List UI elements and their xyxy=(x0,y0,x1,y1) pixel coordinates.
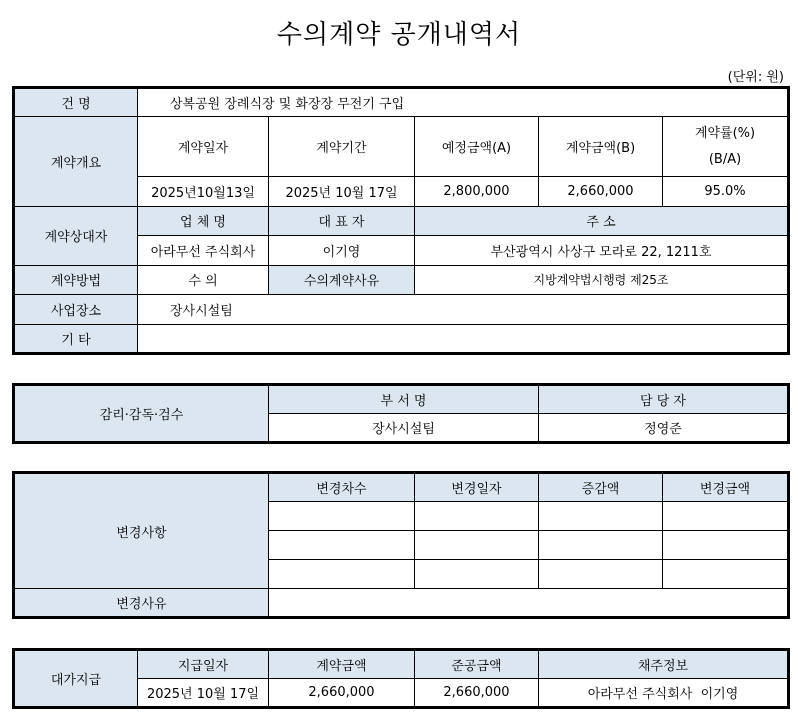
change-cell xyxy=(663,502,789,531)
change-cell xyxy=(539,502,663,531)
etc-label: 기 타 xyxy=(14,324,138,353)
col-person: 담 당 자 xyxy=(539,385,789,414)
val-pay-creditor: 아라무선 주식회사 이기영 xyxy=(539,679,789,708)
col-period: 계약기간 xyxy=(269,117,415,177)
val-rate: 95.0% xyxy=(663,177,789,206)
change-cell xyxy=(269,560,415,589)
col-address: 주 소 xyxy=(415,206,789,235)
col-rate-line1: 계약률(%) xyxy=(694,125,756,141)
val-estimate: 2,800,000 xyxy=(415,177,539,206)
col-amount: 계약금액(B) xyxy=(539,117,663,177)
reason-label: 수의계약사유 xyxy=(269,265,415,294)
col-pay-contract: 계약금액 xyxy=(269,650,415,679)
col-rate-line2: (B/A) xyxy=(708,151,742,167)
col-date: 계약일자 xyxy=(138,117,269,177)
change-cell xyxy=(415,502,539,531)
method-value: 수 의 xyxy=(138,265,269,294)
col-pay-creditor: 채주정보 xyxy=(539,650,789,679)
inspection-table xyxy=(12,383,790,444)
val-address: 부산광역시 사상구 모라로 22, 1211호 xyxy=(415,236,789,265)
change-reason-label: 변경사유 xyxy=(14,589,269,618)
change-cell xyxy=(663,560,789,589)
col-round: 변경차수 xyxy=(269,473,415,502)
col-diff: 증감액 xyxy=(539,473,663,502)
etc-value xyxy=(138,324,789,353)
page-title: 수의계약 공개내역서 xyxy=(276,20,522,50)
val-amount: 2,660,000 xyxy=(539,177,663,206)
contract-table xyxy=(12,86,790,355)
col-rate xyxy=(663,117,789,177)
change-cell xyxy=(539,560,663,589)
payment-table xyxy=(12,648,790,709)
payment-label: 대가지급 xyxy=(14,650,138,708)
col-company: 업 체 명 xyxy=(138,206,269,235)
change-cell xyxy=(415,560,539,589)
col-change-amount: 변경금액 xyxy=(663,473,789,502)
name-label: 건 명 xyxy=(14,88,138,117)
unit-note: (단위: 원) xyxy=(727,70,784,85)
changes-label: 변경사항 xyxy=(14,473,269,589)
val-dept: 장사시설팀 xyxy=(269,414,539,443)
party-label: 계약상대자 xyxy=(14,206,138,265)
val-rep: 이기영 xyxy=(269,236,415,265)
val-pay-completion: 2,660,000 xyxy=(415,679,539,708)
col-change-date: 변경일자 xyxy=(415,473,539,502)
col-rep: 대 표 자 xyxy=(269,206,415,235)
val-date: 2025년10월13일 xyxy=(138,177,269,206)
change-cell xyxy=(663,531,789,560)
col-pay-completion: 준공금액 xyxy=(415,650,539,679)
col-pay-date: 지급일자 xyxy=(138,650,269,679)
change-cell xyxy=(415,531,539,560)
overview-label: 계약개요 xyxy=(14,117,138,206)
changes-table xyxy=(12,471,790,619)
change-reason-value xyxy=(269,589,789,618)
change-cell xyxy=(269,502,415,531)
name-value: 상복공원 장례식장 및 화장장 무전기 구입 xyxy=(138,88,789,117)
val-company: 아라무선 주식회사 xyxy=(138,236,269,265)
val-pay-date: 2025년 10월 17일 xyxy=(138,679,269,708)
val-period: 2025년 10월 17일 xyxy=(269,177,415,206)
change-cell xyxy=(269,531,415,560)
col-dept: 부 서 명 xyxy=(269,385,539,414)
inspection-label: 감리·감독·검수 xyxy=(14,385,269,443)
place-label: 사업장소 xyxy=(14,295,138,324)
val-pay-contract: 2,660,000 xyxy=(269,679,415,708)
method-label: 계약방법 xyxy=(14,265,138,294)
col-estimate: 예정금액(A) xyxy=(415,117,539,177)
place-value: 장사시설팀 xyxy=(138,295,789,324)
reason-value: 지방계약법시행령 제25조 xyxy=(415,265,789,294)
val-person: 정영준 xyxy=(539,414,789,443)
change-cell xyxy=(539,531,663,560)
